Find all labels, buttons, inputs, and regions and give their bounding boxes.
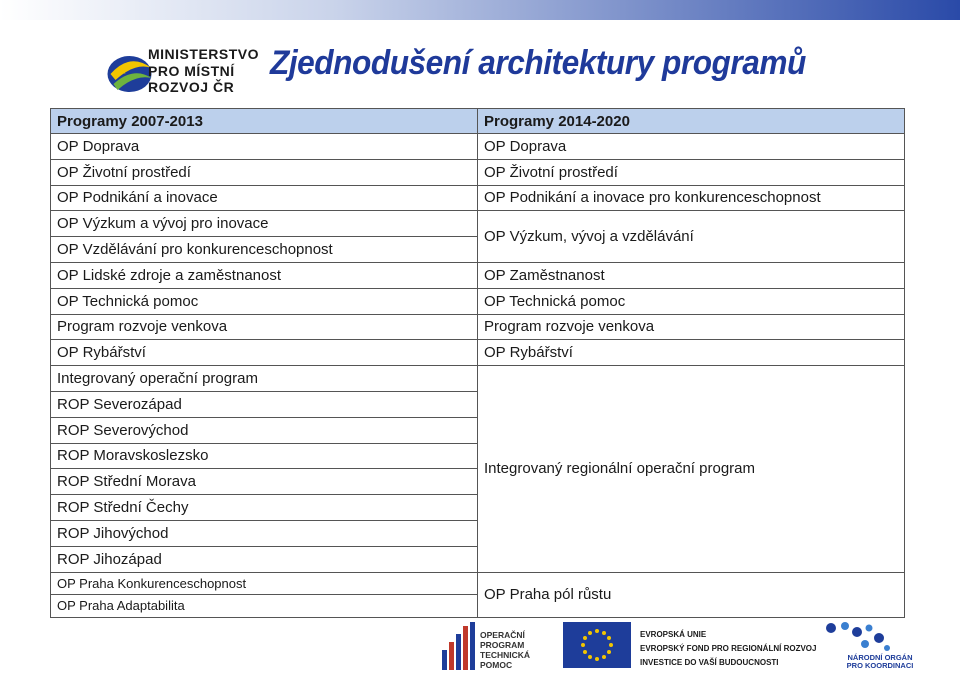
right-cell: Integrovaný regionální operační program bbox=[478, 366, 905, 572]
eu-flag-icon bbox=[563, 622, 631, 668]
table-header-row bbox=[51, 109, 905, 134]
table-row bbox=[51, 211, 905, 237]
table-row bbox=[51, 366, 905, 392]
left-cell: OP Rybářství bbox=[51, 340, 478, 366]
right-cell: OP Životní prostředí bbox=[478, 159, 905, 185]
logo-line-2: PRO MÍSTNÍ bbox=[148, 62, 235, 79]
left-cell: OP Doprava bbox=[51, 134, 478, 160]
nok-line-1: NÁRODNÍ ORGÁN bbox=[847, 653, 913, 662]
nok-logo-text bbox=[840, 654, 920, 670]
optp-logo-text bbox=[480, 630, 530, 670]
right-cell: Program rozvoje venkova bbox=[478, 314, 905, 340]
left-cell: OP Praha Adaptabilita bbox=[51, 595, 478, 618]
table-row bbox=[51, 134, 905, 160]
optp-logo-icon bbox=[440, 622, 478, 670]
left-cell: ROP Severozápad bbox=[51, 391, 478, 417]
logo-line-1: MINISTERSTVO bbox=[148, 46, 260, 62]
eu-line-2: EVROPSKÝ FOND PRO REGIONÁLNÍ ROZVOJ bbox=[640, 644, 817, 653]
right-cell: OP Podnikání a inovace pro konkurenceschopnost bbox=[478, 185, 905, 211]
table-row bbox=[51, 262, 905, 288]
left-cell: OP Životní prostředí bbox=[51, 159, 478, 185]
left-cell: ROP Střední Morava bbox=[51, 469, 478, 495]
optp-line-4: POMOC bbox=[480, 660, 513, 670]
program-comparison-table bbox=[50, 108, 905, 618]
left-cell: OP Vzdělávání pro konkurenceschopnost bbox=[51, 237, 478, 263]
right-cell: OP Zaměstnanost bbox=[478, 262, 905, 288]
eu-line-1: EVROPSKÁ UNIE bbox=[640, 630, 707, 639]
right-cell: OP Rybářství bbox=[478, 340, 905, 366]
left-cell: ROP Jihozápad bbox=[51, 546, 478, 572]
optp-line-1: OPERAČNÍ bbox=[480, 630, 525, 640]
left-cell: OP Výzkum a vývoj pro inovace bbox=[51, 211, 478, 237]
header-left: Programy 2007-2013 bbox=[51, 109, 478, 134]
right-cell: OP Praha pól růstu bbox=[478, 572, 905, 617]
left-cell: ROP Moravskoslezsko bbox=[51, 443, 478, 469]
ministry-logo-text bbox=[148, 46, 259, 96]
left-cell: ROP Severovýchod bbox=[51, 417, 478, 443]
left-cell: ROP Střední Čechy bbox=[51, 495, 478, 521]
right-cell: OP Doprava bbox=[478, 134, 905, 160]
right-cell: OP Technická pomoc bbox=[478, 288, 905, 314]
optp-line-2: PROGRAM bbox=[480, 640, 525, 650]
eu-line-3: INVESTICE DO VAŠÍ BUDOUCNOSTI bbox=[640, 658, 779, 667]
left-cell: ROP Jihovýchod bbox=[51, 520, 478, 546]
eu-fund-text bbox=[640, 628, 816, 670]
left-cell: Program rozvoje venkova bbox=[51, 314, 478, 340]
nok-line-2: PRO KOORDINACI bbox=[846, 661, 914, 670]
optp-line-3: TECHNICKÁ bbox=[480, 650, 531, 660]
left-cell: OP Technická pomoc bbox=[51, 288, 478, 314]
page-title: Zjednodušení architektury programů bbox=[270, 44, 806, 82]
header-right: Programy 2014-2020 bbox=[478, 109, 905, 134]
left-cell: OP Praha Konkurenceschopnost bbox=[51, 572, 478, 595]
left-cell: OP Lidské zdroje a zaměstnanost bbox=[51, 262, 478, 288]
table-row bbox=[51, 572, 905, 595]
table-row bbox=[51, 288, 905, 314]
logo-line-3: ROZVOJ ČR bbox=[148, 79, 235, 95]
table-row bbox=[51, 340, 905, 366]
top-gradient-bar bbox=[0, 0, 960, 20]
table-row bbox=[51, 314, 905, 340]
nok-logo-icon bbox=[825, 620, 895, 656]
table-row bbox=[51, 185, 905, 211]
right-cell: OP Výzkum, vývoj a vzdělávání bbox=[478, 211, 905, 263]
table-row bbox=[51, 159, 905, 185]
left-cell: Integrovaný operační program bbox=[51, 366, 478, 392]
left-cell: OP Podnikání a inovace bbox=[51, 185, 478, 211]
